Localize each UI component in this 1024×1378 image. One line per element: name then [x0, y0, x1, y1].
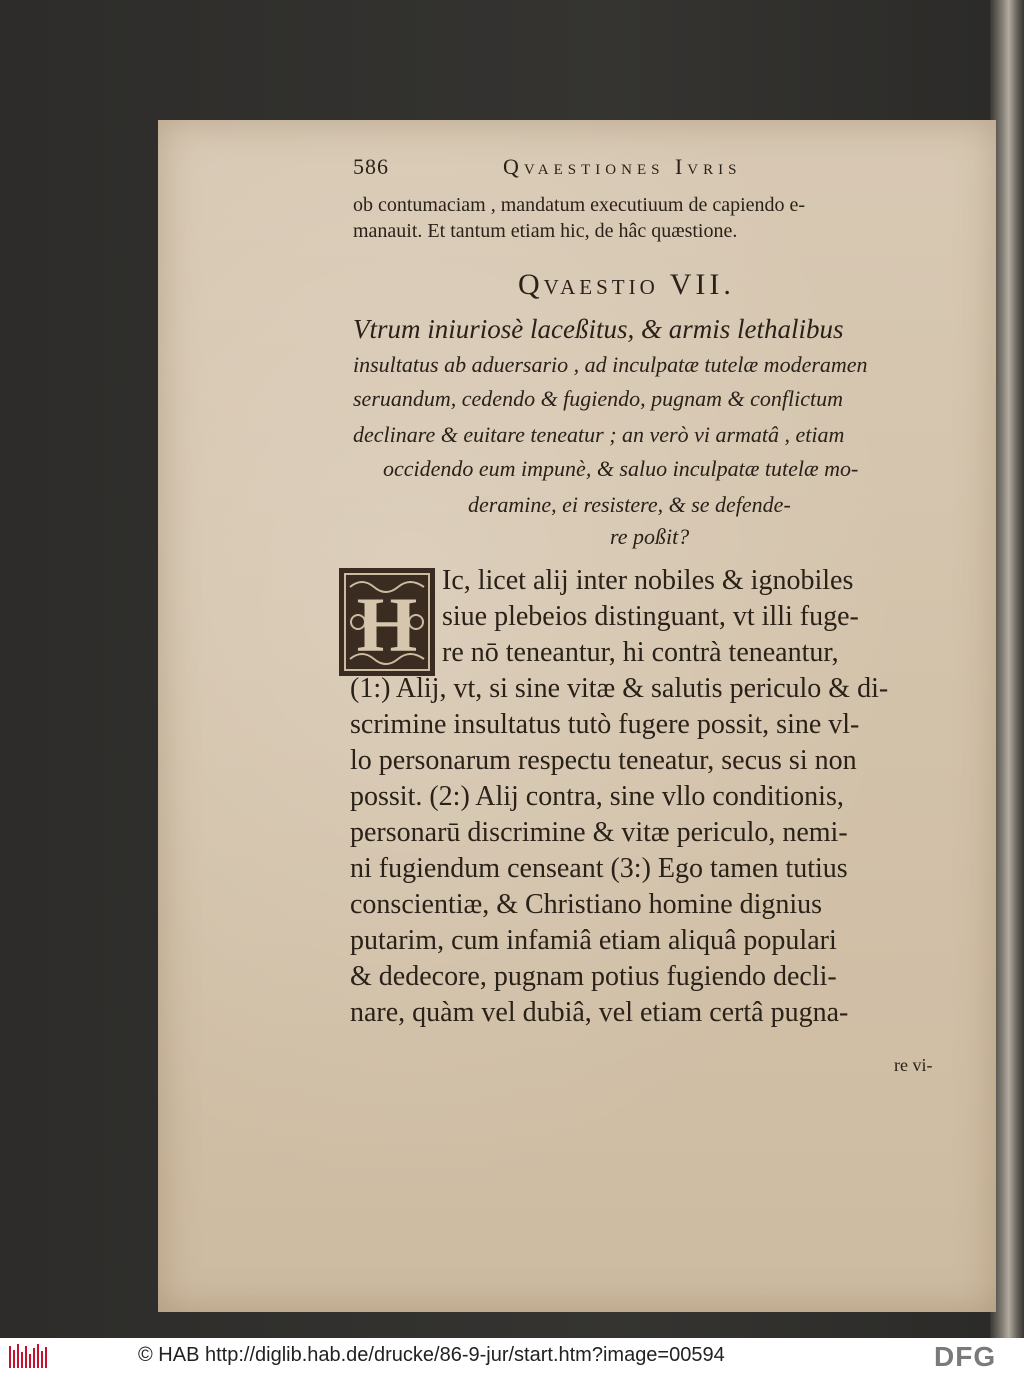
- question-line: seruandum, cedendo & fugiendo, pugnam & conflictum: [353, 386, 844, 411]
- source-credit-link[interactable]: © HAB http://diglib.hab.de/drucke/86-9-jur/start.htm?image=00594: [138, 1344, 725, 1366]
- body-line: lo personarum respectu teneatur, secus si non: [350, 745, 857, 776]
- body-line: conscientiæ, & Christiano homine dignius: [350, 889, 823, 920]
- question-line: re poßit?: [610, 524, 690, 549]
- question-line: occidendo eum impunè, & saluo inculpatæ tutelæ mo-: [383, 456, 859, 481]
- body-line: (1:) Alij, vt, si sine vitæ & salutis periculo & di-: [350, 673, 889, 704]
- body-line: personarū discrimine & vitæ periculo, nemi-: [350, 817, 848, 848]
- question-line: deramine, ei resistere, & se defende-: [468, 492, 791, 517]
- dfg-logo[interactable]: DFG: [934, 1341, 997, 1372]
- body-line: scrimine insultatus tutò fugere possit, sine vl-: [350, 709, 860, 740]
- hab-logo-icon[interactable]: [8, 1342, 48, 1372]
- intro-line: manauit. Et tantum etiam hic, de hâc quæstione.: [353, 220, 738, 242]
- body-line: putarim, cum infamiâ etiam aliquâ populari: [350, 925, 837, 956]
- viewer-footer: [0, 1338, 1024, 1378]
- running-head: Qvaestiones Ivris: [503, 154, 742, 179]
- body-line: nare, quàm vel dubiâ, vel etiam certâ pugna-: [350, 997, 849, 1028]
- catchword: re vi-: [894, 1055, 933, 1075]
- intro-line: ob contumaciam , mandatum executiuum de capiendo e-: [353, 194, 806, 216]
- page-header: [353, 154, 993, 184]
- question-title: Qvaestio VII.: [518, 268, 735, 301]
- body-line: & dedecore, pugnam potius fugiendo decli-: [350, 961, 837, 992]
- question-line: declinare & euitare teneatur ; an verò vi armatâ , etiam: [353, 422, 845, 447]
- body-line: siue plebeios distinguant, vt illi fuge-: [442, 601, 859, 632]
- initial-letter: H: [356, 581, 418, 668]
- question-line: insultatus ab aduersario , ad inculpatæ tutelæ moderamen: [353, 352, 868, 377]
- page-number: 586: [353, 154, 389, 179]
- book-page: [158, 120, 996, 1312]
- body-line: ni fugiendum censeant (3:) Ego tamen tutius: [350, 853, 848, 884]
- body-line: re nō teneantur, hi contrà teneantur,: [442, 637, 839, 668]
- body-line: Ic, licet alij inter nobiles & ignobiles: [442, 565, 854, 596]
- body-line: possit. (2:) Alij contra, sine vllo conditionis,: [350, 781, 844, 812]
- decorated-initial-h: [338, 567, 436, 677]
- question-line: Vtrum iniuriosè laceßitus, & armis lethalibus: [353, 314, 844, 344]
